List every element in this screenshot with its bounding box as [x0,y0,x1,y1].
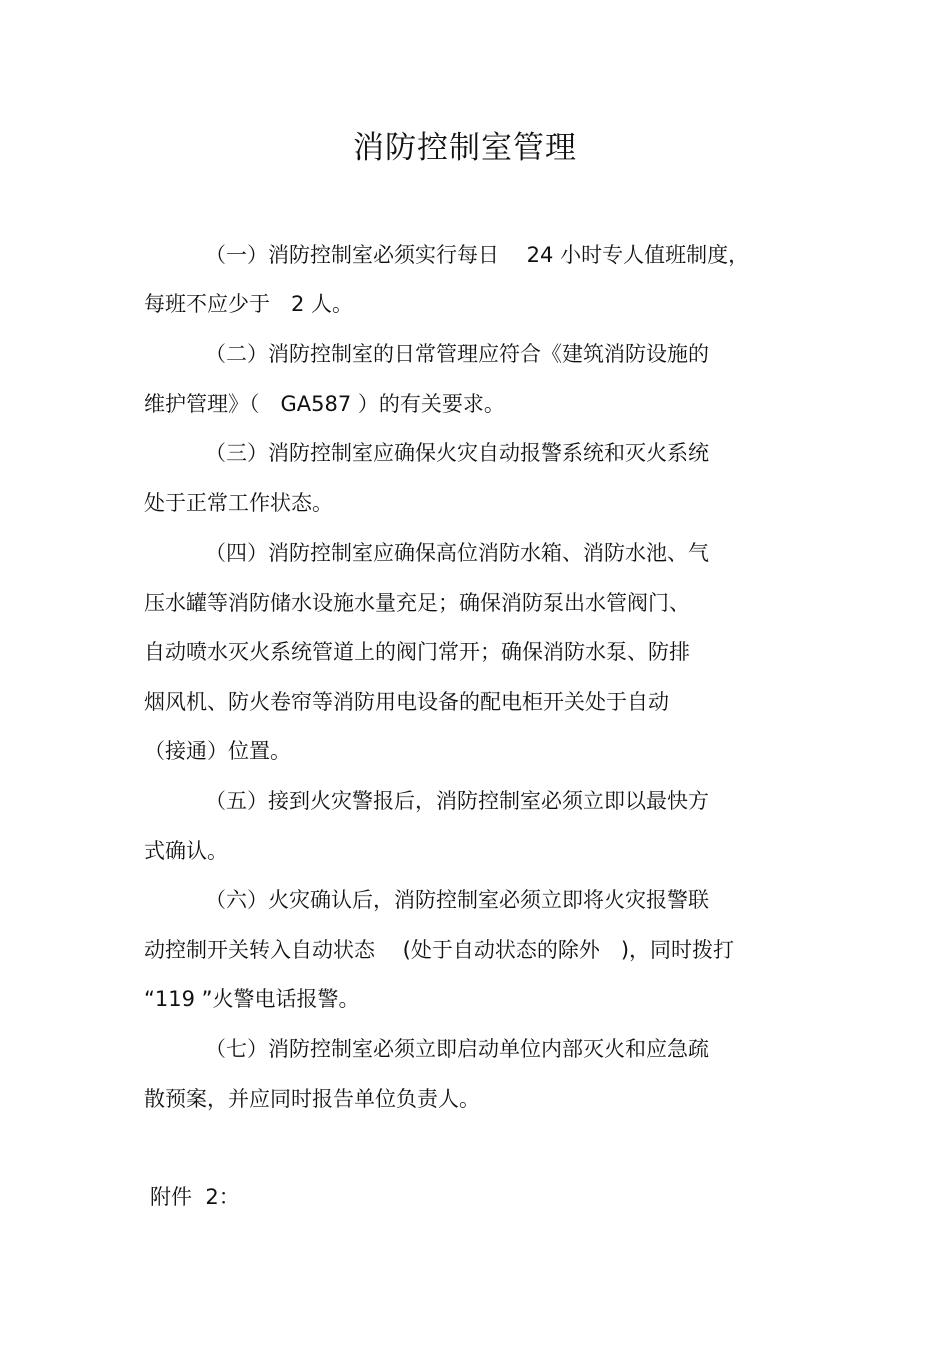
item-6-line-2: 动控制开关转入自动状态 (处于自动状态的除外 )，同时拨打 [144,938,735,962]
item-4-line-2: 压水罐等消防储水设施水量充足；确保消防泵出水管阀门、 [144,591,690,615]
attachment-label: 附件 2： [150,1185,240,1209]
item-3-line-2: 处于正常工作状态。 [144,491,333,515]
item-1-line-2: 每班不应少于 2 人。 [144,292,354,316]
item-6-line-1: （六）火灾确认后，消防控制室必须立即将火灾报警联 [205,888,709,912]
item-5-line-1: （五）接到火灾警报后，消防控制室必须立即以最快方 [205,789,709,813]
item-2-line-1: （二）消防控制室的日常管理应符合《建筑消防设施的 [205,342,709,366]
item-4-line-1: （四）消防控制室应确保高位消防水箱、消防水池、气 [205,541,709,565]
item-2-line-2: 维护管理》（ GA587 ）的有关要求。 [144,392,505,416]
item-7-line-2: 散预案，并应同时报告单位负责人。 [144,1087,480,1111]
item-6-line-3: “119 ”火警电话报警。 [144,987,360,1011]
item-4-line-5: （接通）位置。 [144,739,291,763]
item-4-line-4: 烟风机、防火卷帘等消防用电设备的配电柜开关处于自动 [144,690,669,714]
item-4-line-3: 自动喷水灭火系统管道上的阀门常开；确保消防水泵、防排 [144,640,690,664]
item-3-line-1: （三）消防控制室应确保火灾自动报警系统和灭火系统 [205,441,709,465]
document-title: 消防控制室管理 [353,130,577,166]
item-1-line-1: （一）消防控制室必须实行每日 24 小时专人值班制度， [205,243,750,267]
item-5-line-2: 式确认。 [144,839,228,863]
item-7-line-1: （七）消防控制室必须立即启动单位内部灭火和应急疏 [205,1037,709,1061]
